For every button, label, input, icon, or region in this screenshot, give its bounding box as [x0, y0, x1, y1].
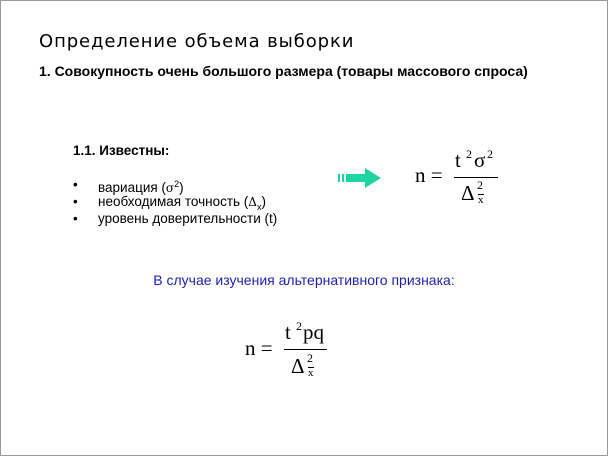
formula-denominator-sub: x — [478, 194, 484, 206]
formula-denominator-delta: Δ — [291, 354, 305, 378]
known-list — [73, 176, 277, 227]
bullet: • — [73, 211, 78, 226]
formula-numerator-exp1: 2 — [466, 147, 472, 161]
formula-denominator-exp: 2 — [477, 178, 483, 192]
list-item-variation — [73, 176, 277, 193]
formula-numerator-pq: pq — [303, 320, 324, 344]
item-subscript: x — [256, 202, 262, 212]
slide-title: Определение объема выборки — [39, 31, 355, 52]
sigma-symbol: σ — [165, 181, 175, 195]
formula-denominator-delta: Δ — [461, 181, 475, 205]
formula-denominator-exp: 2 — [307, 351, 313, 365]
bullet: • — [73, 177, 78, 192]
known-heading: 1.1. Известны: — [73, 143, 170, 158]
formula-numerator-exp2: 2 — [487, 147, 493, 161]
item-tail: ) — [261, 194, 266, 209]
fraction-bar — [284, 349, 327, 350]
item-text: уровень доверительности (t) — [98, 211, 278, 226]
formula-lhs: n = — [245, 336, 273, 360]
formula-numerator-sigma: σ — [474, 148, 486, 172]
sample-size-formula — [415, 147, 515, 217]
item-tail: ) — [179, 180, 184, 195]
list-item-precision — [73, 193, 277, 210]
formula-lhs: n = — [415, 163, 443, 187]
alternative-attribute-note: В случае изучения альтернативного признака: — [153, 272, 455, 288]
list-item-confidence — [73, 210, 277, 227]
formula-numerator-exp: 2 — [296, 319, 302, 333]
fraction-bar — [454, 177, 498, 178]
item-superscript: 2 — [174, 179, 180, 189]
formula-numerator-t: t — [455, 148, 461, 172]
bullet: • — [73, 194, 78, 209]
alternative-sample-size-formula — [245, 319, 345, 389]
known-parameters-block — [73, 143, 277, 227]
formula-numerator-t: t — [285, 320, 291, 344]
slide-subtitle: 1. Совокупность очень большого размера (товары массового спроса) — [39, 63, 528, 79]
formula-denominator-sub: x — [308, 367, 314, 379]
delta-symbol: Δ — [248, 195, 257, 209]
right-arrow-icon — [338, 168, 382, 188]
item-text: вариация ( — [98, 180, 166, 195]
item-text: необходимая точность ( — [98, 194, 249, 209]
